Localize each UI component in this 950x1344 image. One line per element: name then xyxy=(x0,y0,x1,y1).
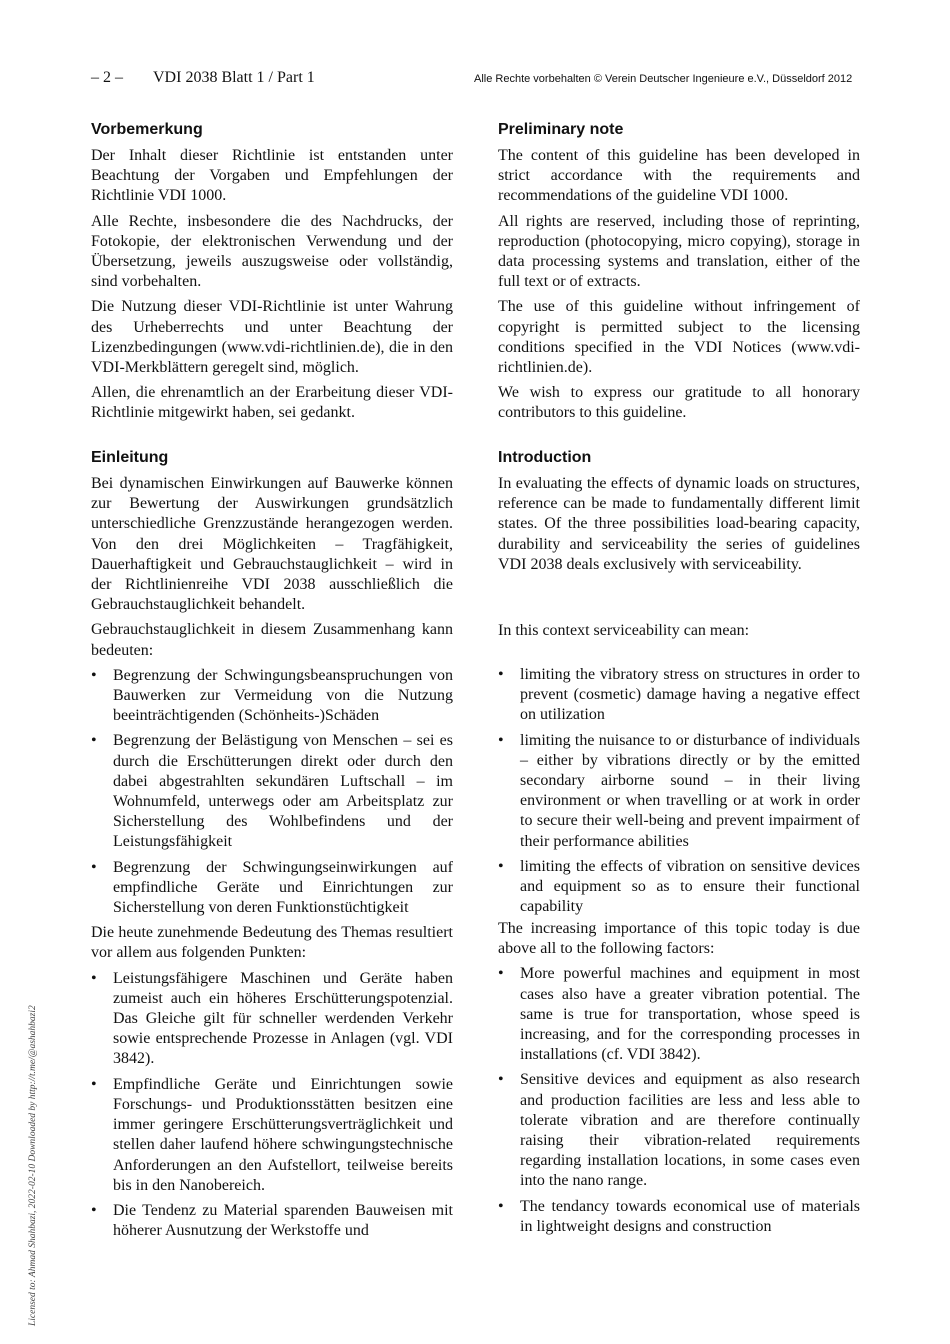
heading-vorbemerkung: Vorbemerkung xyxy=(91,121,203,138)
paragraph: All rights are reserved, including those of reprinting, reproduction (photocopying, micro copying), storage in data processing systems and translation, either of the full text or of extracts. xyxy=(498,212,860,291)
paragraph: In this context serviceability can mean: xyxy=(498,622,750,639)
section-vorbemerkung xyxy=(91,121,453,429)
bullet-list xyxy=(91,666,453,918)
list-item: • Empfindliche Geräte und Einrichtungen sowie Forschungs- und Produktionsstätten besitzen eine immer geringere Erschütterungsverträglichkeit und stellen daher laufend höhere schwingungstechnische Anforderungen an den Aufstellort, teilweise bereits bis in den Nanobereich. xyxy=(91,1075,453,1196)
document-id: VDI 2038 Blatt 1 / Part 1 xyxy=(153,69,315,86)
section-einleitung xyxy=(91,449,453,1246)
list-item: • limiting the nuisance to or disturbance of individuals – either by vibrations directly or by the emitted secondary airborne sound – in their living environment or when travelling or at work in order to secure their well-being and prevent impairment of their performance abilities xyxy=(498,731,860,852)
section-introduction xyxy=(498,449,860,580)
section-preliminary-note xyxy=(498,121,860,429)
list-item: • Die Tendenz zu Material sparenden Bauweisen mit höherer Ausnutzung der Werkstoffe und xyxy=(91,1201,453,1241)
introduction-context xyxy=(498,621,860,646)
license-watermark: Licensed to: Ahmad Shahbazi, 2022-02-10 Downloaded by http://t.me/@ashahbazi2 xyxy=(28,1005,38,1326)
paragraph: Die heute zunehmende Bedeutung des Themas resultiert vor allem aus folgenden Punkten: xyxy=(91,924,453,962)
paragraph: The content of this guideline has been developed in strict accordance with the requirements and recommendations of the guideline VDI 1000. xyxy=(498,147,860,205)
paragraph: We wish to express our gratitude to all honorary contributors to this guideline. xyxy=(498,384,860,422)
heading-einleitung: Einleitung xyxy=(91,449,169,466)
paragraph: Die Nutzung dieser VDI-Richtlinie ist unter Wahrung des Urheberrechts und unter Beachtung der Lizenzbedingungen (www.vdi-richtlinien.de), die in den VDI-Merkblättern geregelt sind, möglich. xyxy=(91,298,453,377)
introduction-factors xyxy=(498,919,860,1242)
copyright-notice: Alle Rechte vorbehalten © Verein Deutscher Ingenieure e.V., Düsseldorf 2012 xyxy=(474,73,853,85)
list-item: • limiting the effects of vibration on sensitive devices and equipment so as to ensure their functional capability xyxy=(498,857,860,918)
list-item: • The tendancy towards economical use of materials in lightweight designs and construction xyxy=(498,1197,860,1237)
paragraph: Gebrauchstauglichkeit in diesem Zusammenhang kann bedeuten: xyxy=(91,621,453,659)
paragraph: The use of this guideline without infringement of copyright is permitted subject to the licensing conditions specified in the VDI Notices (www.vdi-richtlinien.de). xyxy=(498,298,860,377)
paragraph: Der Inhalt dieser Richtlinie ist entstanden unter Beachtung der Vorgaben und Empfehlungen der Richtlinie VDI 1000. xyxy=(91,147,453,205)
list-item: • More powerful machines and equipment in most cases also have a greater vibration potential. The same is true for transportation, whose speed is increasing, and for the corresponding processes in installations (cf. VDI 3842). xyxy=(498,964,860,1065)
bullet-list xyxy=(498,964,860,1237)
heading-preliminary-note: Preliminary note xyxy=(498,121,624,138)
bullet-list xyxy=(498,665,860,917)
introduction-list-1 xyxy=(498,665,860,922)
paragraph: In evaluating the effects of dynamic loads on structures, reference can be made to fundamentally different limit states. Of the three possibilities load-bearing capacity, durability and serviceability the series of guidelines VDI 2038 deals exclusively with serviceability. xyxy=(498,475,860,573)
page-number: – 2 – xyxy=(91,69,123,86)
list-item: • Leistungsfähigere Maschinen und Geräte haben zumeist auch ein höheres Erschütterungspotenzial. Das Gleiche gilt für schneller werdenden Verkehr sowie entsprechende Prozesse in Anlagen (vgl. VDI 3842). xyxy=(91,969,453,1070)
heading-introduction: Introduction xyxy=(498,449,592,466)
list-item: • Sensitive devices and equipment as also research and production facilities are less and less able to tolerate vibration and are therefore continually raising their vibration-related requirements regarding installation locations, in some cases even into the nano range. xyxy=(498,1070,860,1191)
list-item: • Begrenzung der Schwingungsbeanspruchungen von Bauwerken zur Vermeidung von die Nutzung beeinträchtigenden (Schönheits-)Schäden xyxy=(91,666,453,727)
list-item: • Begrenzung der Schwingungseinwirkungen auf empfindliche Geräte und Einrichtungen zur Sicherstellung von deren Funktionstüchtigkeit xyxy=(91,858,453,919)
list-item: • limiting the vibratory stress on structures in order to prevent (cosmetic) damage having a negative effect on utilization xyxy=(498,665,860,726)
list-item: • Begrenzung der Belästigung von Menschen – sei es durch die Erschütterungen direkt oder durch den dabei abgestrahlten sekundären Luftschall – im Wohnumfeld, unterwegs oder am Arbeitsplatz zur Sicherstellung des Wohlbefindens und der Leistungsfähigkeit xyxy=(91,731,453,852)
paragraph: Allen, die ehrenamtlich an der Erarbeitung dieser VDI-Richtlinie mitgewirkt haben, sei gedankt. xyxy=(91,384,453,422)
bullet-list xyxy=(91,969,453,1242)
paragraph: The increasing importance of this topic today is due above all to the following factors: xyxy=(498,920,860,958)
paragraph: Alle Rechte, insbesondere die des Nachdrucks, der Fotokopie, der elektronischen Verwendung und der Übersetzung, jeweils auszugsweise oder vollständig, sind vorbehalten. xyxy=(91,212,453,291)
paragraph: Bei dynamischen Einwirkungen auf Bauwerke können zur Bewertung der Auswirkungen grundsätzlich unterschiedliche Grenzzustände herangezogen werden. Von den drei Möglichkeiten – Tragfähigkeit, Dauerhaftigkeit und Gebrauchstauglichkeit – wird in der Richtlinienreihe VDI 2038 ausschließlich die Gebrauchstauglichkeit behandelt. xyxy=(91,475,453,614)
page-header-left xyxy=(91,69,315,87)
